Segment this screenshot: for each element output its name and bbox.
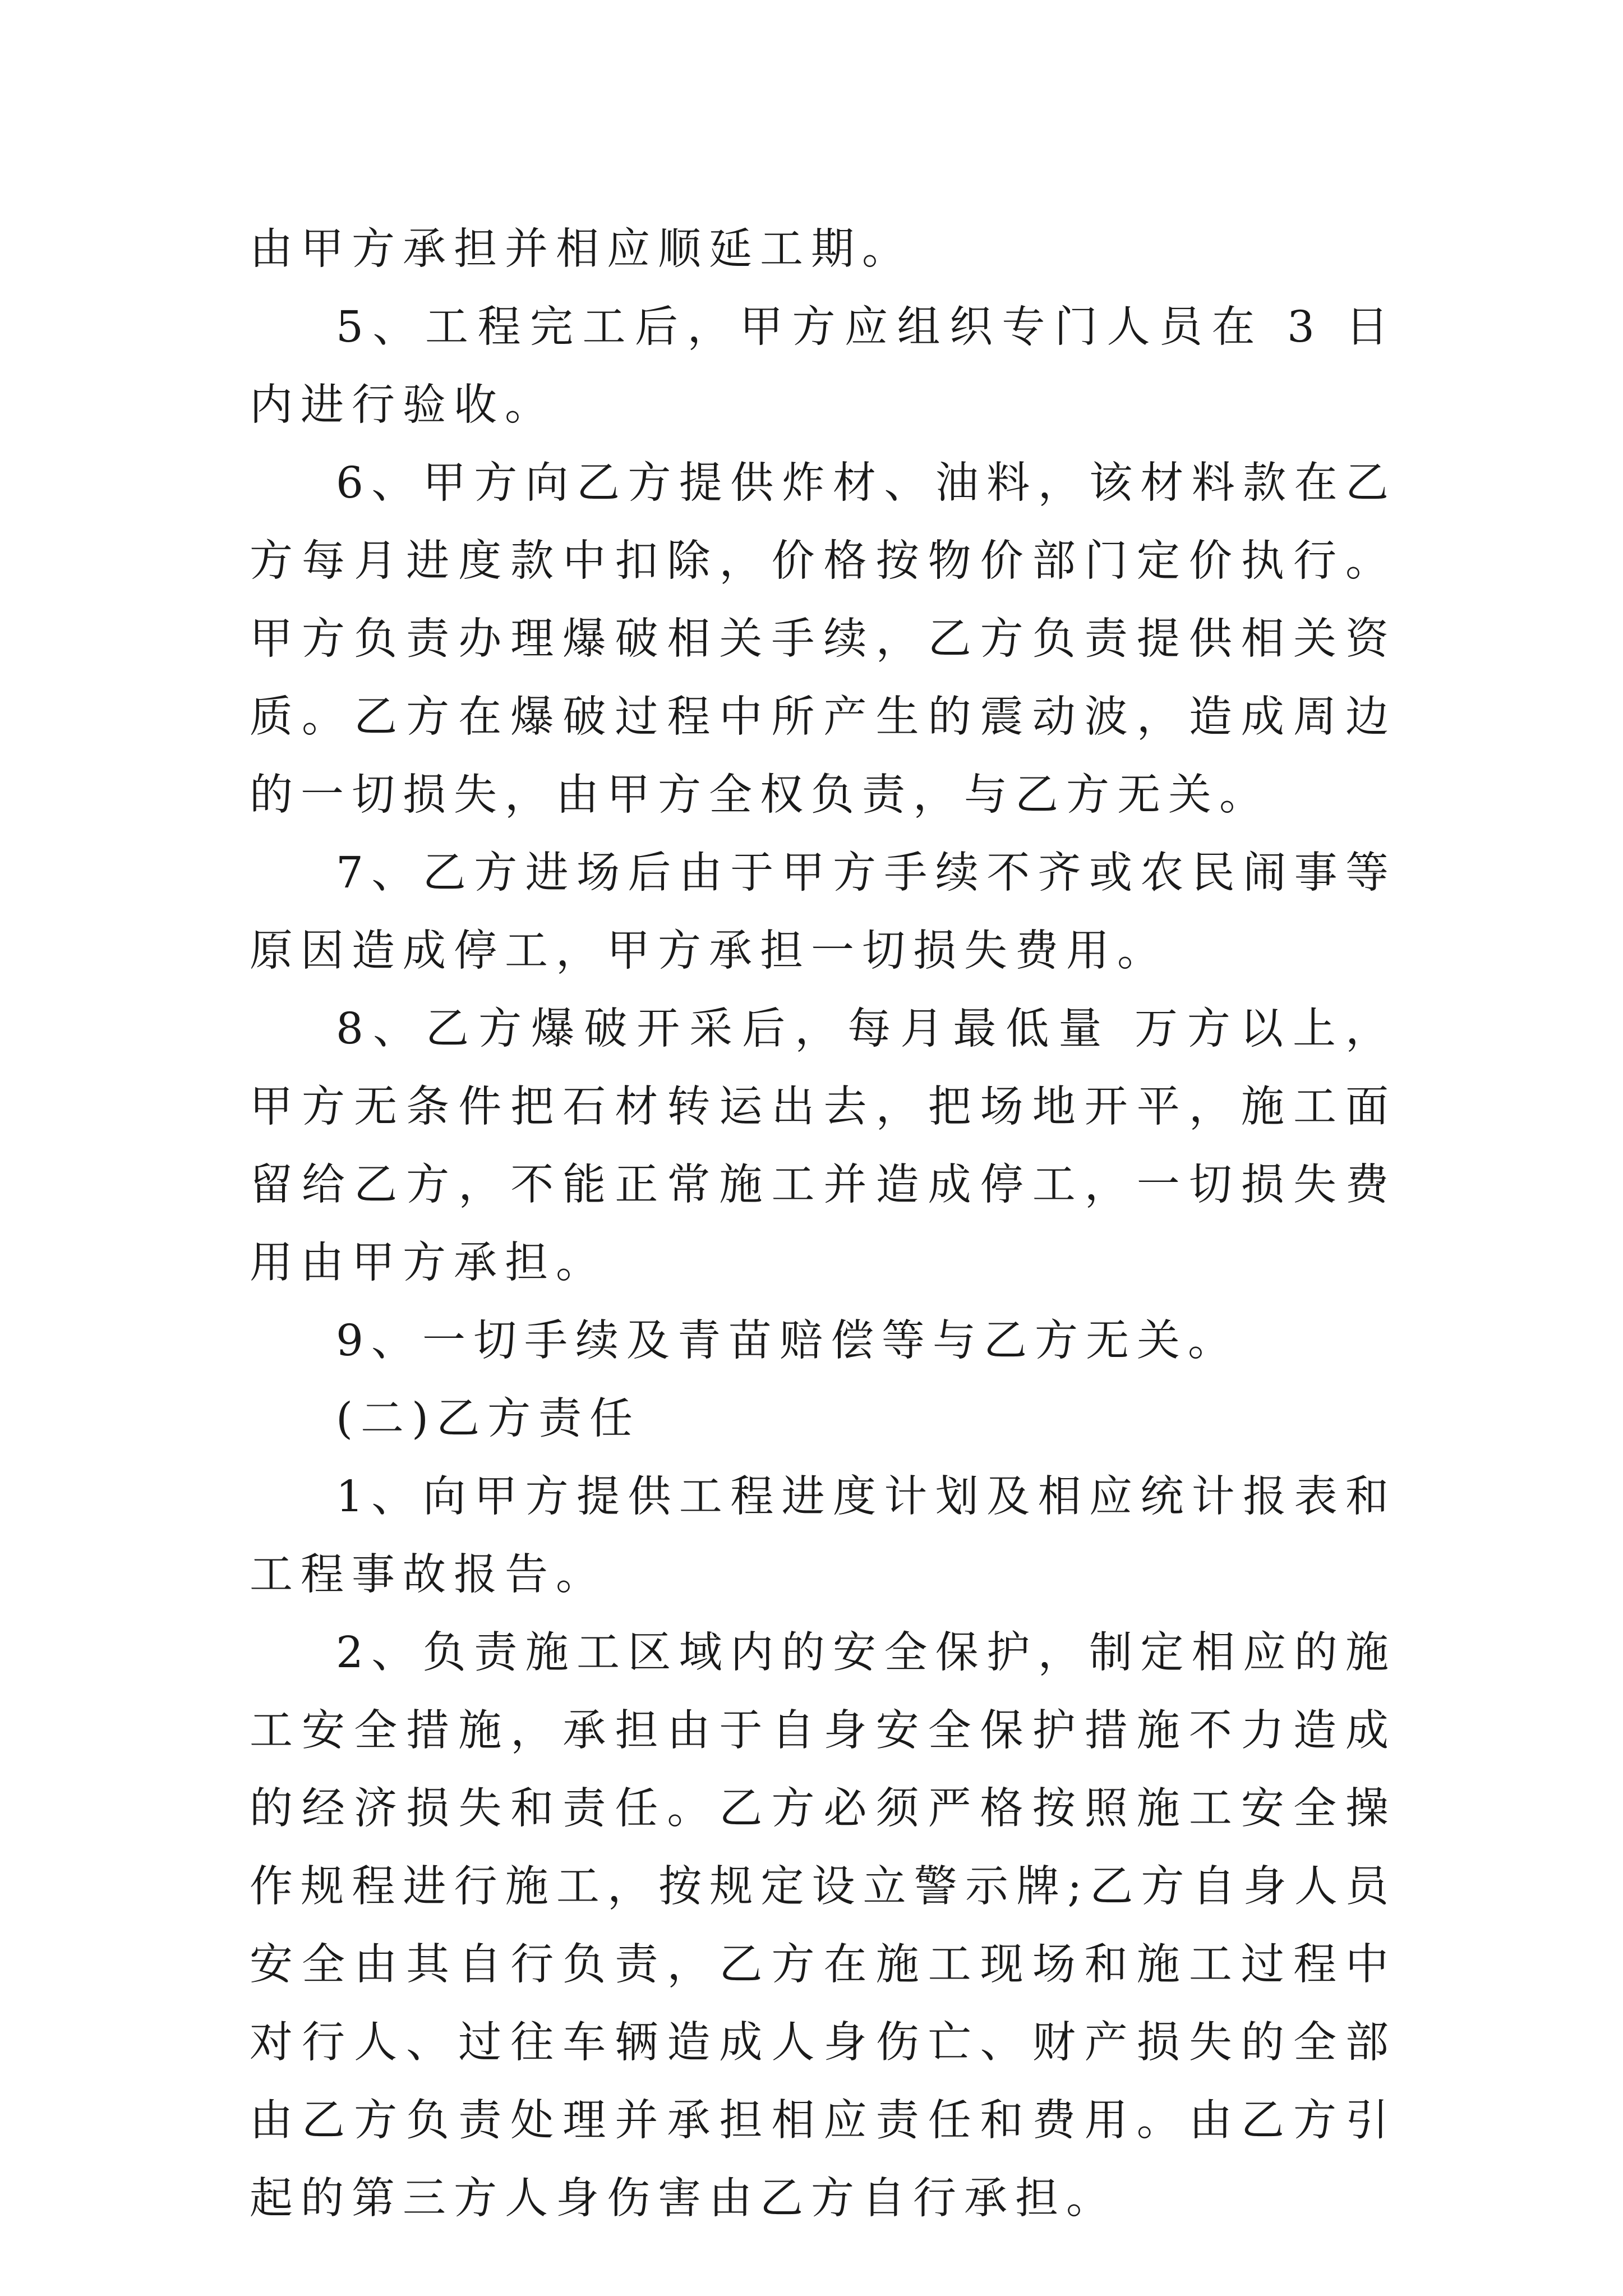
document-body [250,210,1396,2238]
paragraph-continuation: 由甲方承担并相应顺延工期。 [250,224,913,274]
paragraph-item-7: 7、乙方进场后由于甲方手续不齐或农民闹事等原因造成停工，甲方承担一切损失费用。 [250,848,1396,976]
paragraph-item-8: 8、乙方爆破开采后，每月最低量 万方以上，甲方无条件把石材转运出去，把场地开平，施工面留给乙方，不能正常施工并造成停工，一切损失费用由甲方承担。 [250,1004,1396,1288]
section-heading-party-b: (二)乙方责任 [336,1394,641,1444]
paragraph-b-item-1: 1、向甲方提供工程进度计划及相应统计报表和工程事故报告。 [250,1472,1396,1600]
paragraph-b-item-2: 2、负责施工区域内的安全保护，制定相应的施工安全措施，承担由于自身安全保护措施不力造成的经济损失和责任。乙方必须严格按照施工安全操作规程进行施工，按规定设立警示牌;乙方自身人员安全由其自行负责，乙方在施工现场和施工过程中对行人、过往车辆造成人身伤亡、财产损失的全部由乙方负责处理并承担相应责任和费用。由乙方引起的第三方人身伤害由乙方自行承担。 [250,1628,1396,2224]
paragraph-item-6: 6、甲方向乙方提供炸材、油料，该材料款在乙方每月进度款中扣除，价格按物价部门定价执行。甲方负责办理爆破相关手续，乙方负责提供相关资质。乙方在爆破过程中所产生的震动波，造成周边的一切损失，由甲方全权负责，与乙方无关。 [250,458,1396,820]
paragraph-item-5: 5、工程完工后，甲方应组织专门人员在 3 日内进行验收。 [250,302,1396,430]
paragraph-item-9: 9、一切手续及青苗赔偿等与乙方无关。 [336,1316,1239,1366]
